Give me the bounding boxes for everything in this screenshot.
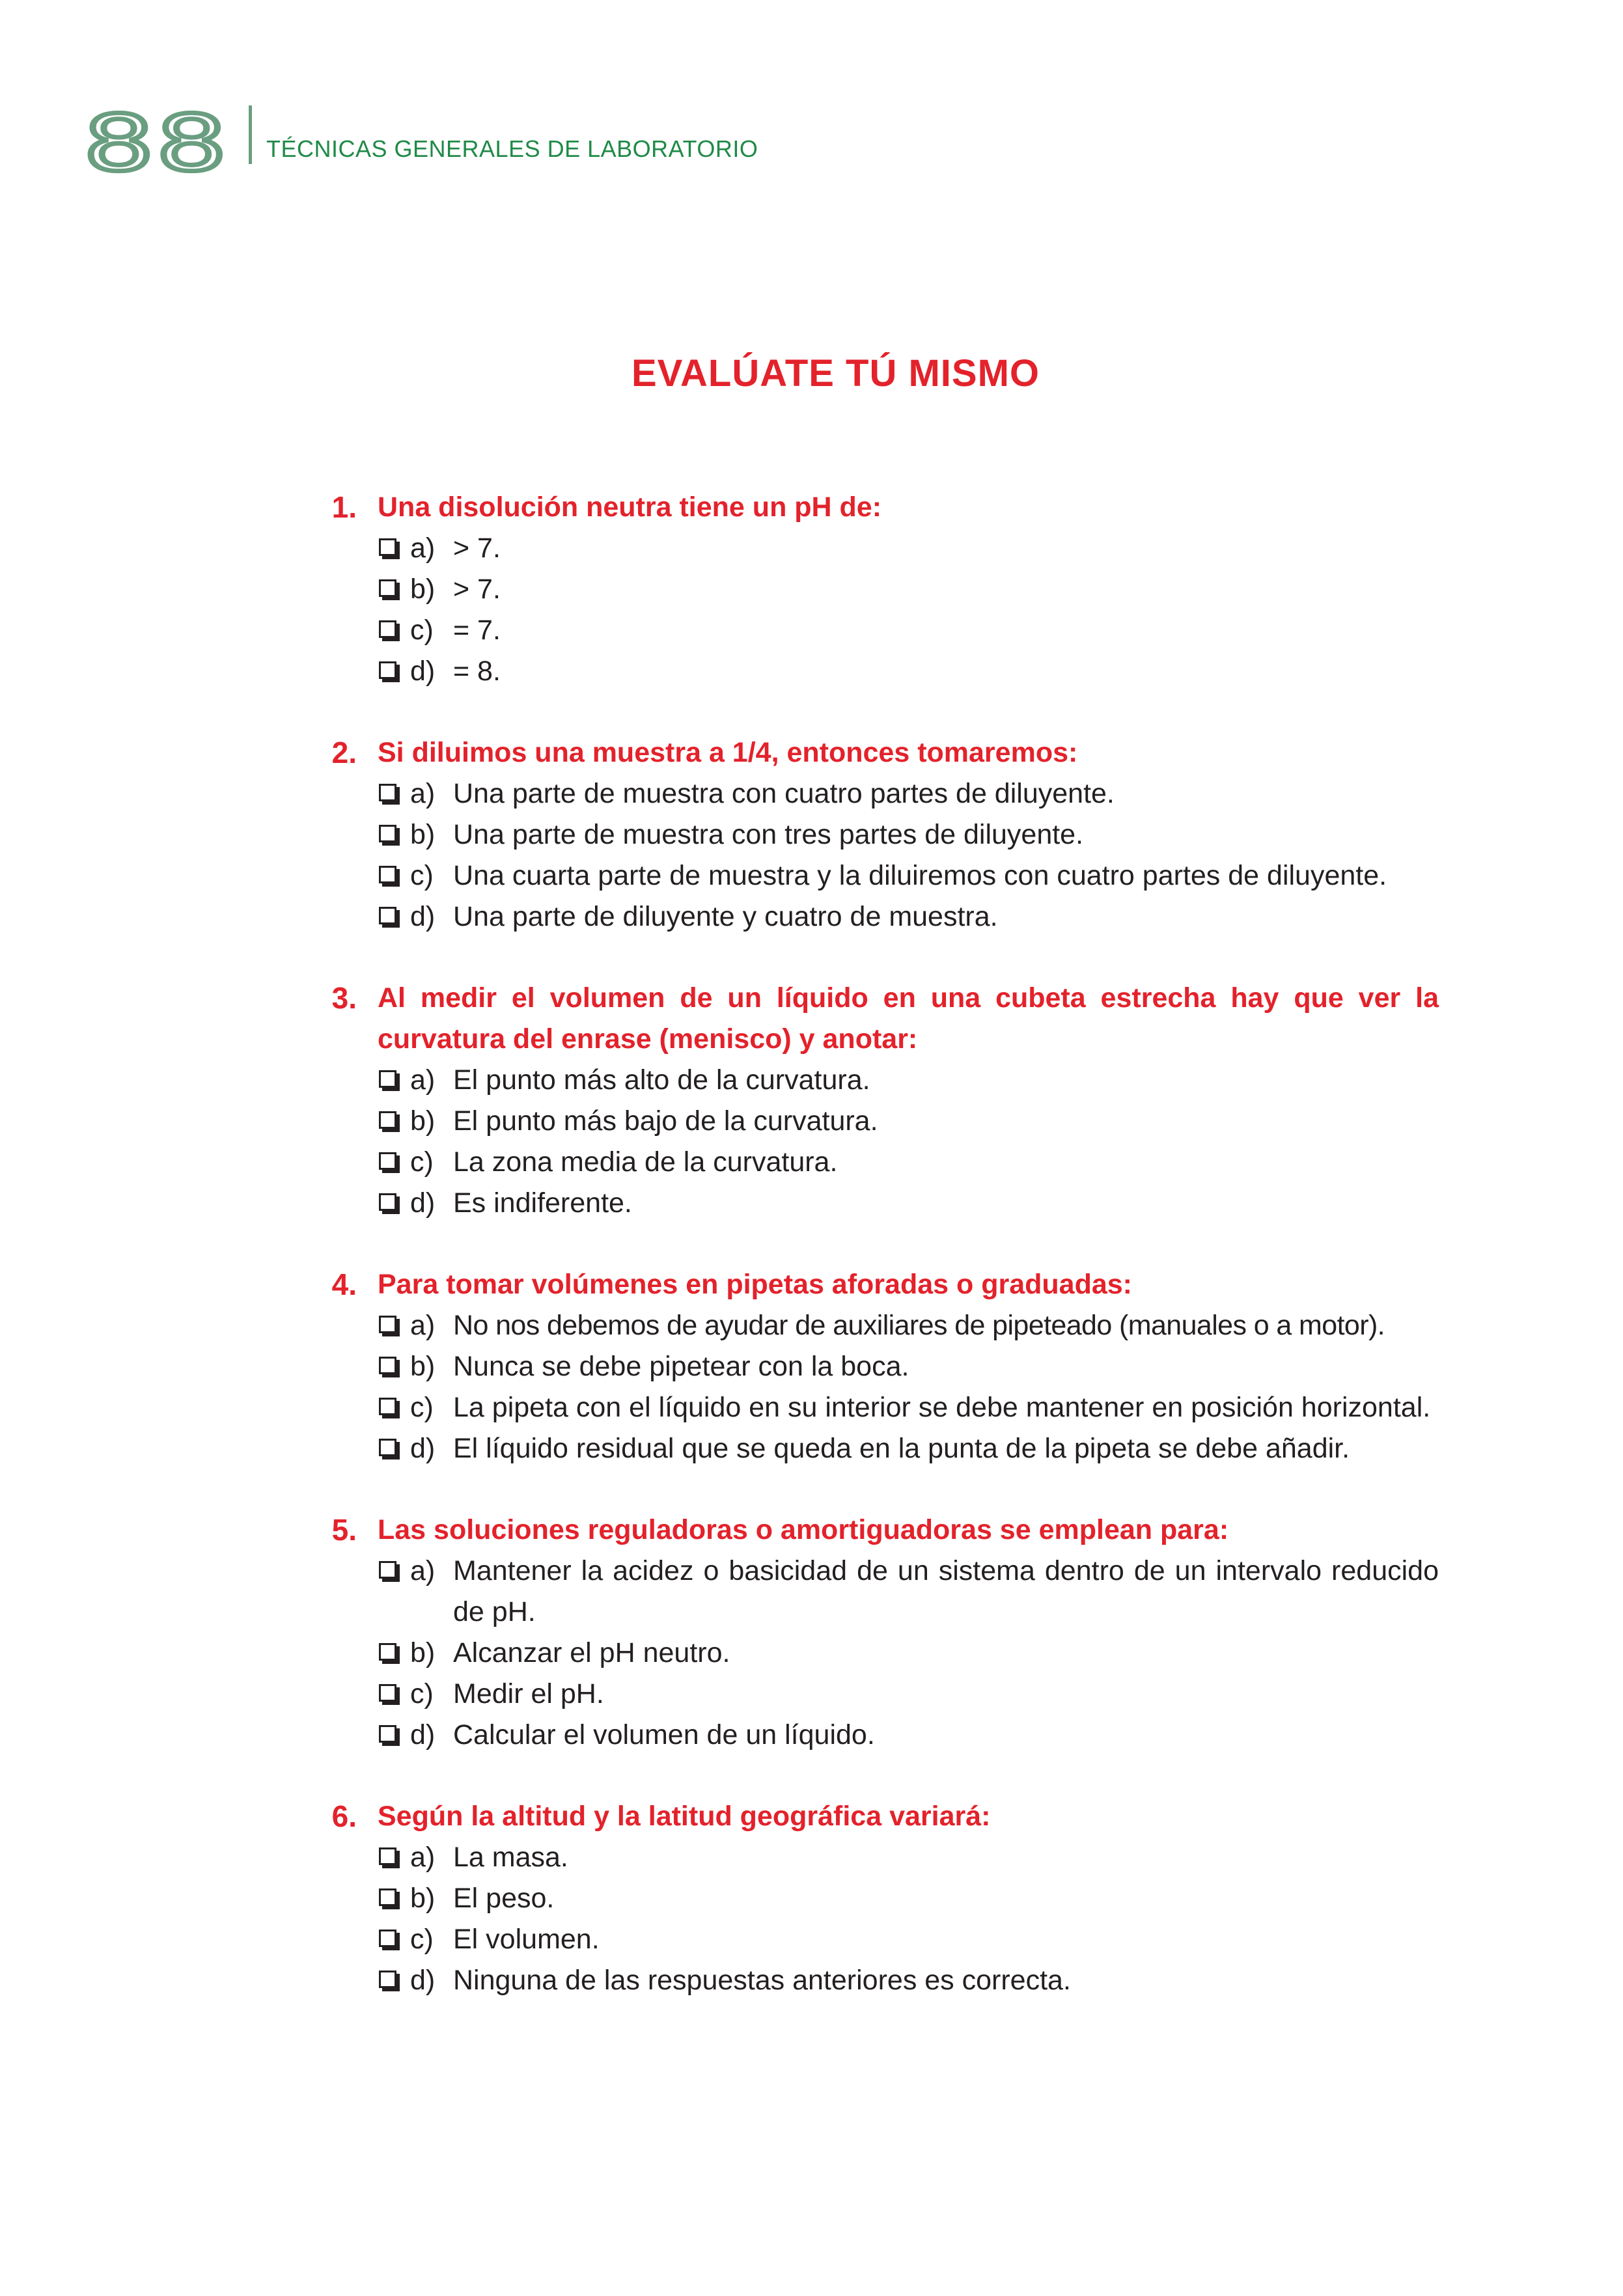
option-d[interactable] xyxy=(378,651,1439,692)
question-number: 1. xyxy=(331,490,357,524)
checkbox-icon[interactable] xyxy=(379,1561,396,1579)
checkbox-icon[interactable] xyxy=(379,579,396,597)
question-number: 6. xyxy=(331,1799,357,1833)
checkbox-icon[interactable] xyxy=(379,538,396,556)
option-b[interactable] xyxy=(378,814,1439,855)
option-a[interactable] xyxy=(378,1837,1439,1878)
checkbox-icon[interactable] xyxy=(379,1357,396,1374)
option-text: El líquido residual que se queda en la punta de la pipeta se debe añadir. xyxy=(453,1433,1350,1464)
option-a[interactable] xyxy=(378,1060,1439,1101)
option-c[interactable] xyxy=(378,855,1439,896)
option-c[interactable] xyxy=(378,1674,1439,1715)
option-c[interactable] xyxy=(378,1387,1439,1428)
option-c[interactable] xyxy=(378,610,1439,651)
option-letter: c) xyxy=(410,615,434,646)
option-letter: c) xyxy=(410,1146,434,1178)
option-letter: d) xyxy=(410,656,436,687)
checkbox-icon[interactable] xyxy=(379,866,396,883)
option-d[interactable] xyxy=(378,1715,1439,1756)
question-3 xyxy=(312,978,1439,1224)
option-letter: c) xyxy=(410,1678,434,1709)
option-letter: b) xyxy=(410,1105,436,1137)
question-text: Las soluciones reguladoras o amortiguadoras se emplean para: xyxy=(378,1514,1229,1545)
question-4 xyxy=(312,1264,1439,1469)
checkbox-icon[interactable] xyxy=(379,1971,396,1988)
option-letter: d) xyxy=(410,1433,436,1464)
option-text: Una parte de muestra con cuatro partes de diluyente. xyxy=(453,778,1115,809)
running-title: TÉCNICAS GENERALES DE LABORATORIO xyxy=(266,135,758,162)
option-text: Una cuarta parte de muestra y la diluiremos con cuatro partes de diluyente. xyxy=(453,860,1387,891)
option-text: Es indiferente. xyxy=(453,1187,632,1219)
option-text: > 7. xyxy=(453,574,501,605)
question-text: Para tomar volúmenes en pipetas aforadas o graduadas: xyxy=(378,1269,1132,1300)
option-d[interactable] xyxy=(378,896,1439,937)
section-title: EVALÚATE TÚ MISMO xyxy=(631,352,1040,394)
option-letter: d) xyxy=(410,1187,436,1219)
question-text: Al medir el volumen de un líquido en una cubeta estrecha hay que ver la curvatura del enrase (menisco) y anotar: xyxy=(378,982,1439,1055)
option-text: La pipeta con el líquido en su interior se debe mantener en posición horizontal. xyxy=(453,1392,1431,1423)
option-list xyxy=(378,528,1439,692)
option-c[interactable] xyxy=(378,1919,1439,1960)
checkbox-icon[interactable] xyxy=(379,1929,396,1947)
checkbox-icon[interactable] xyxy=(379,1111,396,1129)
option-a[interactable] xyxy=(378,1551,1439,1633)
option-text: El punto más bajo de la curvatura. xyxy=(453,1105,878,1137)
checkbox-icon[interactable] xyxy=(379,1643,396,1661)
checkbox-icon[interactable] xyxy=(379,784,396,801)
checkbox-icon[interactable] xyxy=(379,1847,396,1865)
question-number: 3. xyxy=(331,981,357,1015)
option-b[interactable] xyxy=(378,1101,1439,1142)
option-letter: b) xyxy=(410,1351,436,1382)
option-letter: c) xyxy=(410,1924,434,1955)
option-letter: a) xyxy=(410,1842,436,1873)
option-text: La zona media de la curvatura. xyxy=(453,1146,838,1178)
checkbox-icon[interactable] xyxy=(379,661,396,679)
option-text: > 7. xyxy=(453,533,501,564)
option-a[interactable] xyxy=(378,528,1439,569)
option-letter: b) xyxy=(410,1637,436,1668)
option-letter: a) xyxy=(410,1310,436,1341)
option-text: = 8. xyxy=(453,656,501,687)
option-d[interactable] xyxy=(378,1428,1439,1469)
checkbox-icon[interactable] xyxy=(379,825,396,842)
option-letter: d) xyxy=(410,901,436,932)
option-text: Alcanzar el pH neutro. xyxy=(453,1637,730,1668)
question-number: 4. xyxy=(331,1267,357,1301)
option-d[interactable] xyxy=(378,1960,1439,2001)
checkbox-icon[interactable] xyxy=(379,1439,396,1456)
option-text: El peso. xyxy=(453,1883,555,1914)
option-list xyxy=(378,1305,1439,1469)
option-letter: a) xyxy=(410,1064,436,1096)
option-text: Una parte de muestra con tres partes de diluyente. xyxy=(453,819,1084,850)
option-letter: c) xyxy=(410,860,434,891)
checkbox-icon[interactable] xyxy=(379,1684,396,1702)
question-6 xyxy=(312,1796,1439,2001)
checkbox-icon[interactable] xyxy=(379,1070,396,1088)
page-number: 88 xyxy=(83,98,229,188)
page-header xyxy=(83,98,758,188)
option-a[interactable] xyxy=(378,773,1439,814)
option-text: No nos debemos de ayudar de auxiliares de pipeteado (manuales o a motor). xyxy=(453,1310,1385,1341)
option-list xyxy=(378,1837,1439,2001)
option-letter: a) xyxy=(410,778,436,809)
option-a[interactable] xyxy=(378,1305,1439,1346)
option-letter: b) xyxy=(410,574,436,605)
question-text: Si diluimos una muestra a 1/4, entonces tomaremos: xyxy=(378,737,1078,768)
option-b[interactable] xyxy=(378,1878,1439,1919)
question-2 xyxy=(312,732,1439,937)
checkbox-icon[interactable] xyxy=(379,1316,396,1333)
option-text: Mantener la acidez o basicidad de un sistema dentro de un intervalo reducido de pH. xyxy=(453,1555,1439,1627)
option-text: Calcular el volumen de un líquido. xyxy=(453,1719,875,1750)
option-text: Una parte de diluyente y cuatro de muestra. xyxy=(453,901,998,932)
option-text: = 7. xyxy=(453,615,501,646)
question-5 xyxy=(312,1510,1439,1756)
option-list xyxy=(378,1551,1439,1756)
checkbox-icon[interactable] xyxy=(379,620,396,638)
checkbox-icon[interactable] xyxy=(379,1888,396,1906)
option-letter: d) xyxy=(410,1719,436,1750)
option-letter: a) xyxy=(410,533,436,564)
option-text: El punto más alto de la curvatura. xyxy=(453,1064,870,1096)
question-text: Según la altitud y la latitud geográfica variará: xyxy=(378,1801,991,1832)
option-list xyxy=(378,1060,1439,1224)
checkbox-icon[interactable] xyxy=(379,1398,396,1415)
option-b[interactable] xyxy=(378,569,1439,610)
question-text: Una disolución neutra tiene un pH de: xyxy=(378,491,882,523)
option-list xyxy=(378,773,1439,937)
option-b[interactable] xyxy=(378,1633,1439,1674)
option-letter: d) xyxy=(410,1965,436,1996)
option-letter: b) xyxy=(410,819,436,850)
quiz xyxy=(312,487,1439,2041)
option-d[interactable] xyxy=(378,1183,1439,1224)
option-letter: b) xyxy=(410,1883,436,1914)
question-1 xyxy=(312,487,1439,692)
checkbox-icon[interactable] xyxy=(379,1725,396,1743)
question-number: 2. xyxy=(331,736,357,769)
checkbox-icon[interactable] xyxy=(379,1152,396,1170)
option-text: Medir el pH. xyxy=(453,1678,604,1709)
checkbox-icon[interactable] xyxy=(379,1193,396,1211)
option-b[interactable] xyxy=(378,1346,1439,1387)
option-letter: a) xyxy=(410,1555,436,1586)
option-c[interactable] xyxy=(378,1142,1439,1183)
checkbox-icon[interactable] xyxy=(379,907,396,924)
option-text: Ninguna de las respuestas anteriores es correcta. xyxy=(453,1965,1071,1996)
option-text: Nunca se debe pipetear con la boca. xyxy=(453,1351,909,1382)
option-letter: c) xyxy=(410,1392,434,1423)
question-number: 5. xyxy=(331,1513,357,1547)
option-text: El volumen. xyxy=(453,1924,600,1955)
option-text: La masa. xyxy=(453,1842,568,1873)
